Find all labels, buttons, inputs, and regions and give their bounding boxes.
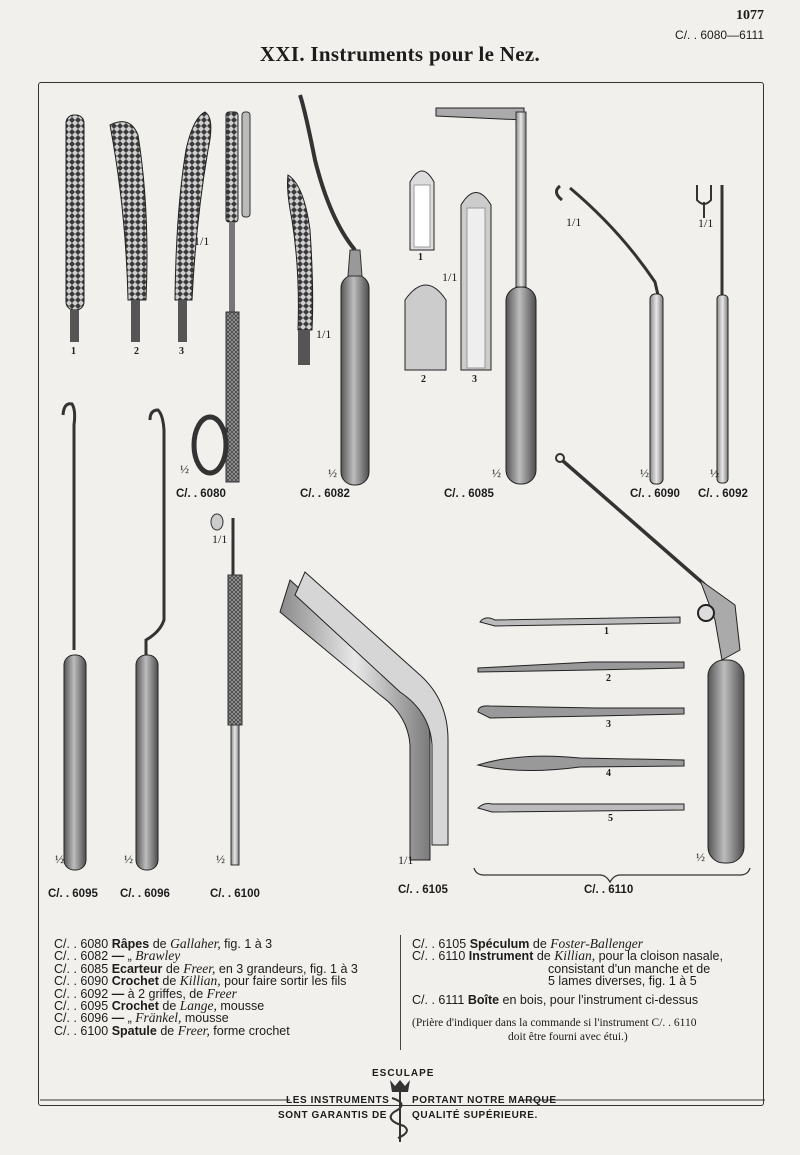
legend-row: C/. . 6111 Boîte en bois, pour l'instrument ci-dessus bbox=[412, 992, 699, 1007]
spreader-number: 3 bbox=[472, 374, 477, 385]
rasp-number: 3 bbox=[179, 346, 184, 357]
scale-mark: ½ bbox=[696, 850, 705, 864]
spreader-number: 2 bbox=[421, 374, 426, 385]
brand-name: ESCULAPE bbox=[372, 1068, 435, 1079]
blade-number: 1 bbox=[604, 626, 609, 637]
footer-text: PORTANT NOTRE MARQUE bbox=[412, 1095, 557, 1106]
figure-caption: C/. . 6085 bbox=[444, 488, 494, 500]
blade-number: 2 bbox=[606, 673, 611, 684]
scale-mark: ½ bbox=[328, 466, 337, 480]
legend-row: consistant d'un manche et de bbox=[548, 961, 711, 976]
legend-row: C/. . 6110 Instrument de Killian, pour la cloison nasale, bbox=[412, 948, 723, 964]
scale-mark: ½ bbox=[124, 852, 133, 866]
legend-row: C/. . 6082 — „ Brawley bbox=[54, 948, 181, 964]
blade-number: 4 bbox=[606, 768, 611, 779]
figure-caption: C/. . 6105 bbox=[398, 884, 448, 896]
legend-row: C/. . 6090 Crochet de Killian, pour faire sortir les fils bbox=[54, 973, 347, 989]
rasp-number: 2 bbox=[134, 346, 139, 357]
blade-number: 5 bbox=[608, 813, 613, 824]
scale-mark: 1/1 bbox=[566, 215, 582, 229]
figure-caption: C/. . 6090 bbox=[630, 488, 680, 500]
scale-mark: 1/1 bbox=[398, 853, 414, 867]
scale-mark: 1/1 bbox=[194, 234, 210, 248]
scale-mark: 1/1 bbox=[316, 327, 332, 341]
page-title: XXI. Instruments pour le Nez. bbox=[259, 42, 541, 66]
figure-caption: C/. . 6080 bbox=[176, 488, 226, 500]
legend-row: C/. . 6085 Ecarteur de Freer, en 3 grandeurs, fig. 1 à 3 bbox=[54, 960, 358, 976]
footer-text: LES INSTRUMENTS bbox=[286, 1095, 390, 1106]
spreader-number: 1 bbox=[418, 252, 423, 263]
scale-mark: ½ bbox=[710, 466, 719, 480]
scale-mark: ½ bbox=[640, 466, 649, 480]
legend-row: C/. . 6100 Spatule de Freer, forme crochet bbox=[54, 1022, 290, 1038]
figure-caption: C/. . 6092 bbox=[698, 488, 748, 500]
scale-mark: 1/1 bbox=[698, 216, 714, 230]
scale-mark: ½ bbox=[55, 852, 64, 866]
figure-caption: C/. . 6110 bbox=[584, 884, 634, 896]
catalog-range: C/. . 6080—6111 bbox=[675, 28, 764, 42]
order-note: (Prière d'indiquer dans la commande si l'instrument C/. . 6110 bbox=[412, 1017, 697, 1029]
legend-row: C/. . 6095 Crochet de Lange, mousse bbox=[54, 998, 265, 1014]
legend-row: C/. . 6092 — à 2 griffes, de Freer bbox=[54, 985, 237, 1001]
footer-text: QUALITÉ SUPÉRIEURE. bbox=[412, 1110, 538, 1121]
scale-mark: 1/1 bbox=[442, 270, 458, 284]
legend-row: C/. . 6080 Râpes de Gallaher, fig. 1 à 3 bbox=[54, 936, 273, 951]
order-note: doit être fourni avec étui.) bbox=[508, 1031, 628, 1043]
legend-row: 5 lames diverses, fig. 1 à 5 bbox=[548, 974, 697, 989]
footer-text: SONT GARANTIS DE bbox=[278, 1110, 388, 1121]
figure-caption: C/. . 6096 bbox=[120, 888, 170, 900]
scale-mark: ½ bbox=[180, 462, 189, 476]
legend-row: C/. . 6096 — „ Fränkel, mousse bbox=[54, 1010, 229, 1026]
figure-caption: C/. . 6095 bbox=[48, 888, 98, 900]
scale-mark: ½ bbox=[492, 466, 501, 480]
legend-row: C/. . 6105 Spéculum de Foster-Ballenger bbox=[412, 936, 644, 951]
scale-mark: ½ bbox=[216, 852, 225, 866]
rasp-number: 1 bbox=[71, 346, 76, 357]
page-number: 1077 bbox=[736, 8, 764, 23]
figure-caption: C/. . 6082 bbox=[300, 488, 350, 500]
scale-mark: 1/1 bbox=[212, 532, 228, 546]
blade-number: 3 bbox=[606, 719, 611, 730]
figure-caption: C/. . 6100 bbox=[210, 888, 260, 900]
